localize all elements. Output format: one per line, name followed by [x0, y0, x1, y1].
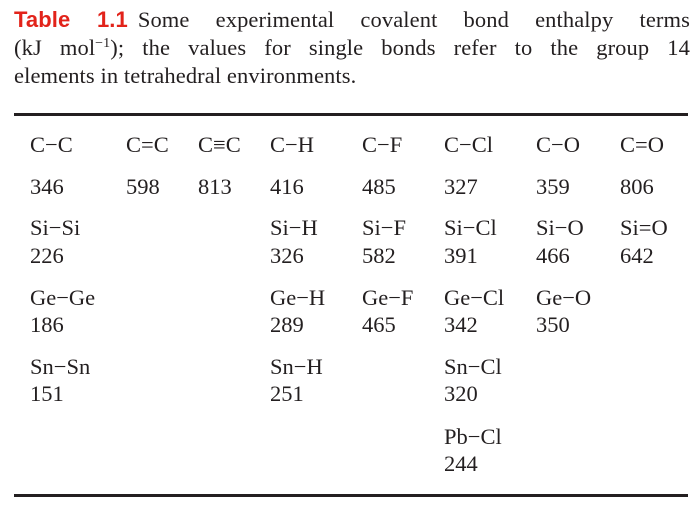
table-caption	[14, 6, 690, 90]
caption-line-1	[14, 6, 690, 34]
header-c-o: C−O	[536, 132, 580, 157]
value-sn-sn: 151	[30, 381, 64, 406]
label-si-f: Si−F	[362, 215, 406, 240]
unit-exponent: −1	[95, 36, 111, 51]
value-ge-cl: 342	[444, 312, 478, 337]
label-ge-f: Ge−F	[362, 285, 414, 310]
caption-text-3: elements in tetrahedral environments.	[14, 63, 357, 88]
value-ge-h: 289	[270, 312, 304, 337]
value-pb-cl: 244	[444, 451, 478, 476]
value-c-double-c: 598	[126, 174, 160, 199]
unit-text: (kJ mol	[14, 35, 96, 60]
value-ge-ge: 186	[30, 312, 64, 337]
value-c-triple-c: 813	[198, 174, 232, 199]
value-si-double-o: 642	[620, 243, 654, 268]
label-si-h: Si−H	[270, 215, 318, 240]
header-c-h: C−H	[270, 132, 314, 157]
value-sn-cl: 320	[444, 381, 478, 406]
label-si-cl: Si−Cl	[444, 215, 497, 240]
header-c-double-o: C=O	[620, 132, 664, 157]
value-si-h: 326	[270, 243, 304, 268]
table-bottom-rule	[14, 494, 688, 497]
value-si-f: 582	[362, 243, 396, 268]
value-c-f: 485	[362, 174, 396, 199]
caption-text-2: ); the values for single bonds refer to the group 14	[110, 35, 690, 60]
header-c-triple-c: C≡C	[198, 132, 241, 157]
table-label: Table 1.1	[14, 7, 128, 32]
label-sn-h: Sn−H	[270, 354, 323, 379]
header-c-f: C−F	[362, 132, 403, 157]
label-ge-ge: Ge−Ge	[30, 285, 96, 310]
caption-text-1: Some experimental covalent bond enthalpy terms	[137, 7, 690, 32]
label-si-o: Si−O	[536, 215, 584, 240]
value-c-o: 359	[536, 174, 570, 199]
value-c-cl: 327	[444, 174, 478, 199]
value-c-c: 346	[30, 174, 64, 199]
label-ge-o: Ge−O	[536, 285, 592, 310]
value-ge-f: 465	[362, 312, 396, 337]
label-si-si: Si−Si	[30, 215, 81, 240]
value-si-si: 226	[30, 243, 64, 268]
label-pb-cl: Pb−Cl	[444, 424, 502, 449]
header-c-double-c: C=C	[126, 132, 169, 157]
label-sn-cl: Sn−Cl	[444, 354, 502, 379]
header-c-c: C−C	[30, 132, 73, 157]
label-ge-h: Ge−H	[270, 285, 326, 310]
value-c-double-o: 806	[620, 174, 654, 199]
value-si-o: 466	[536, 243, 570, 268]
header-c-cl: C−Cl	[444, 132, 493, 157]
label-si-double-o: Si=O	[620, 215, 668, 240]
table-top-rule	[14, 113, 688, 116]
value-ge-o: 350	[536, 312, 570, 337]
value-si-cl: 391	[444, 243, 478, 268]
caption-line-3	[14, 62, 690, 90]
label-sn-sn: Sn−Sn	[30, 354, 91, 379]
label-ge-cl: Ge−Cl	[444, 285, 505, 310]
caption-line-2	[14, 34, 690, 62]
value-sn-h: 251	[270, 381, 304, 406]
value-c-h: 416	[270, 174, 304, 199]
